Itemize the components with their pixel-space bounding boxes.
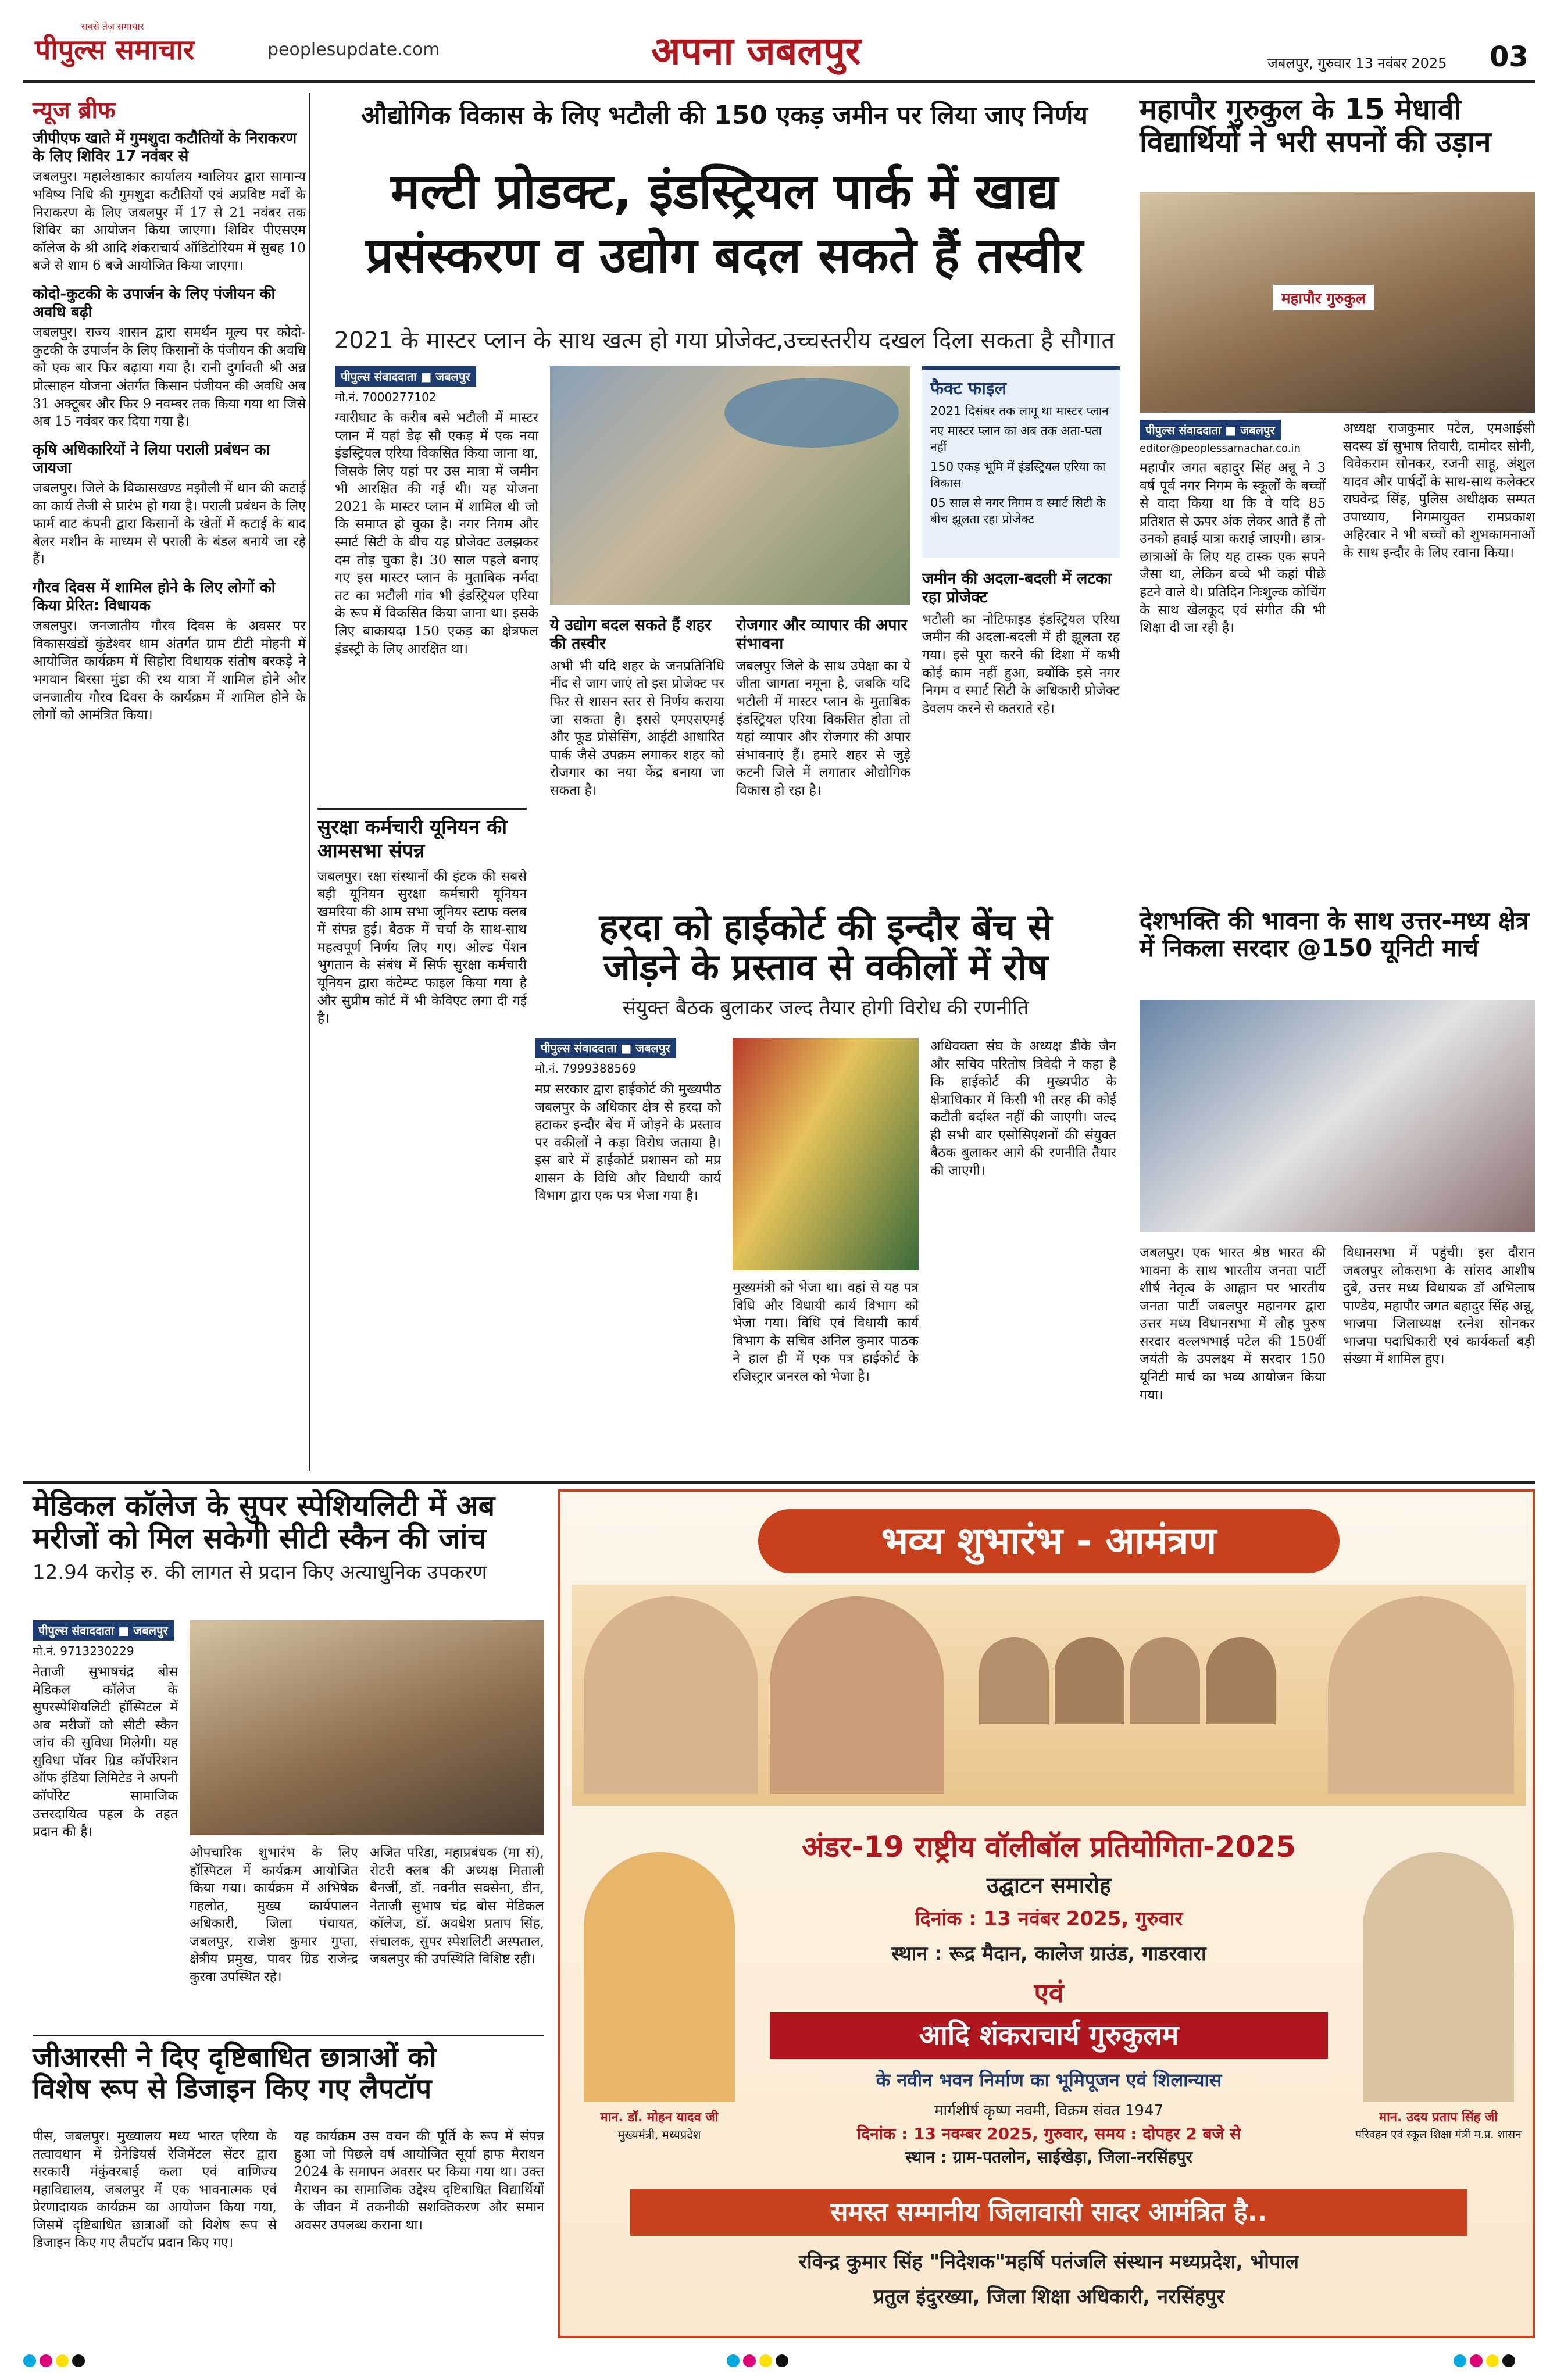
fact-item: 05 साल से नगर निगम व स्मार्ट सिटी के बीच झूलता रहा प्रोजेक्ट [930,496,1106,526]
lead-mobile: मो.नं. 7000277102 [335,390,437,404]
medical-mobile: मो.नं. 9713230229 [33,1644,134,1658]
gurukul-body-2: अध्यक्ष राजकुमार पटेल, एमआईसी सदस्य डॉ सुभाष तिवारी, दामोदर सोनी, विवेकराम सोनकर, रजनी साहू, अंशुल यादव और पार्षदों के साथ-साथ कलेक्टर राघवेन्द्र सिंह, पुलिस अधीक्षक सम्पत उपाध्याय, निगमायुक्त रामप्रकाश अहिरवार ने भी बच्चों को शुभकामनाओं के साथ इन्दौर के लिए रवाना किया। [1343,421,1535,561]
masthead [0,0,1557,87]
black-dot [1502,2354,1515,2367]
registration-marks [727,2354,792,2370]
harda-byline: पीपुल्स संवाददाता ■ जबलपुर [535,1038,676,1058]
lead-deck: 2021 के मास्टर प्लान के साथ खत्म हो गया प्रोजेक्ट,उच्चस्तरीय दखल दिला सकता है सौगात [334,327,1115,354]
medical-byline: पीपुल्स संवाददाता ■ जबलपुर [33,1620,174,1641]
lead-photo [550,366,910,605]
ad-gurukul-sub: के नवीन भवन निर्माण का भूमिपूजन एवं शिलान्यास [876,2069,1222,2091]
ad-tithi: मार्गशीर्ष कृष्ण नवमी, विक्रम संवत 1947 [934,2102,1163,2120]
laptop-right [294,2128,544,2234]
laptop-story [33,2035,544,2337]
lead-left-col [335,366,538,658]
ad-date: दिनांक : 13 नवंबर 2025, गुरुवार [915,1907,1183,1931]
medical-right [370,1844,544,1968]
ad-host1: रविन्द्र कुमार सिंह "निदेशक"महर्षि पतंजलि संस्थान मध्यप्रदेश, भोपाल [798,2250,1299,2274]
patriot-body-2: विधानसभा में पहुंची। इस दौरान जबलपुर लोकसभा के सांसद आशीष दुबे, उत्तर मध्य विधायक डॉ अभिलाष पाण्डेय, महापौर जगत बहादुर सिंह अन्नू, भाजपा जिलाध्यक्ष रत्नेश सोनकर भाजपा पदाधिकारी एवं कार्यकर्ता बड़ी संख्या में शामिल हुए। [1343,1245,1535,1367]
ad-right-portrait [1363,1852,1514,2102]
gurukul-byline: पीपुल्स संवाददाता ■ जबलपुर [1140,420,1281,440]
registration-marks [23,2354,88,2370]
gurukul-headline: महापौर गुरुकुल के 15 मेधावी विद्यार्थियों ने भरी सपनों की उड़ान [1140,92,1491,159]
fact-item: 2021 दिसंबर तक लागू था मास्टर प्लान [930,404,1109,418]
medical-headline-2: मरीजों को मिल सकेगी सीटी स्कैन की जांच [33,1521,487,1555]
medical-photo [190,1620,544,1835]
fact-file-title: फैक्ट फाइल [930,378,1007,399]
ad-host2: प्रतुल इंदुरख्या, जिला शिक्षा अधिकारी, नरसिंहपुर [873,2285,1225,2308]
security-story [317,808,527,1477]
website-link[interactable]: peoplesupdate.com [267,40,440,60]
magenta-dot [743,2354,756,2367]
portrait [1130,1637,1200,1724]
leaders-row [572,1585,1526,1806]
laptop-rule [33,2035,544,2036]
brief-body: जबलपुर। जिले के विकासखण्ड मझौली में धान की कटाई का कार्य तेजी से प्रारंभ हो गया है। पराली प्रबंधन के लिए फार्म वाट कंपनी द्वारा किसानों के खेतों में कटाई के बाद बेलर मशीन के माध्यम से पराली के बंडल बनाये जा रहे हैं। [33,481,306,567]
laptop-headline-1: जीआरसी ने दिए दृष्टिबाधित छात्राओं को [33,2041,437,2074]
ad-date2: दिनांक : 13 नवम्बर 2025, गुरुवार, समय : दोपहर 2 बजे से [856,2124,1241,2143]
gurukul-body: महापौर जगत बहादुर सिंह अन्नू ने 3 वर्ष पूर्व नगर निगम के स्कूलों के बच्चों से वादा किया था कि वे यदि 85 प्रतिशत से ऊपर अंक लेकर आते हैं तो उनको हवाई यात्रा कराई जाएगी। छात्र-छात्राओं के लिए यह टास्क एक सपने जैसा था, लेकिन बच्चे भी कहां पीछे हटने वाले थे। प्रतिदिन निःशुल्क कोचिंग के साथ खेलकूद एवं संगीत की भी शिक्षा दी जा रही है। [1140,460,1326,636]
dateline: जबलपुर, गुरुवार 13 नवंबर 2025 [1267,55,1447,72]
lead-kicker: औद्योगिक विकास के लिए भटौली की 150 एकड़ जमीन पर लिया जाए निर्णय [361,101,1088,130]
medical-body-2: औपचारिक शुभारंभ के लिए हॉस्पिटल में कार्यक्रम आयोजित किया गया। कार्यक्रम में अभिषेक गहलोत, मुख्य कार्यपालन अधिकारी, जिला पंचायत, जबलपुर, राजेश कुमार गुप्ता, क्षेत्रीय प्रमुख, पावर ग्रिड राजेन्द्र कुरवा उपस्थित रहे। [190,1845,358,1985]
newspaper-logo: पीपुल्स समाचार [35,34,195,66]
harda-body-2: अधिवक्ता संघ के अध्यक्ष डीके जैन और सचिव परितोष त्रिवेदी ने कहा है कि हाईकोर्ट की मुख्यपीठ के क्षेत्राधिकार में किसी भी तरह की कोई कटौती बर्दाश्त नहीं की जाएगी। जल्द ही सभी बार एसोसिएशनों की संयुक्त बैठक बुलाकर आगे की रणनीति तैयार की जाएगी। [930,1039,1116,1179]
harda-middle [733,1279,919,1385]
medical-headline-1: मेडिकल कॉलेज के सुपर स्पेशियलिटी में अब [33,1489,495,1523]
medical-body-1: नेताजी सुभाषचंद्र बोस मेडिकल कॉलेज के सुपरस्पेशियलिटी हॉस्पिटल में अब मरीजों को सीटी स्कैन जांच की सुविधा मिलेगी। यह सुविधा पॉवर ग्रिड कॉर्पोरेशन ऑफ इंडिया लिमिटेड ने अपनी कॉर्पोरेट सामाजिक उत्तरदायित्व पहल के तहत प्रदान की है। [33,1664,178,1840]
laptop-body-2: यह कार्यक्रम उस वचन की पूर्ति के रूप में संपन्न हुआ जो पिछले वर्ष आयोजित सूर्या हाफ मैराथन 2024 के समापन अवसर पर किया गया था। उक्त मैराथन का सामाजिक उद्देश्य दृष्टिबाधित विद्यार्थियों के जीवन में तकनीकी सशक्तिकरण और समान अवसर उपलब्ध कराना था। [294,2129,544,2233]
lead-headline-1: मल्टी प्रोडक्ट, इंडस्ट्रियल पार्क में खाद्य [391,163,1058,220]
section-title: अपना जबलपुर [651,28,861,73]
lead-sub1-body: अभी भी यदि शहर के जनप्रतिनिधि नींद से जाग जाएं तो इस प्रोजेक्ट पर फिर से शासन स्तर से निर्णय कराया जा सकता है। इससे एमएसएमई और फूड प्रोसेसिंग, आईटी आधारित पार्क जैसे उपक्रम लगाकर शहर को रोजगार का नया केंद्र बनाया जा सकता है। [550,658,724,798]
lead-body: ग्वारीघाट के करीब बसे भटौली में मास्टर प्लान में यहां डेढ़ सौ एकड़ में एक नया इंडस्ट्रियल एरिया विकसित किया जाना था, जिसके लिए यहां पर उस मात्रा में जमीन भी आरक्षित की गई थी। यह योजना 2021 के मास्टर प्लान में शामिल थी जो कि समाप्त हो चुका है। नगर निगम और स्मार्ट सिटी के बीच यह प्रोजेक्ट उलझकर दम तोड़ चुका है। 30 साल पहले बनाए गए इस मास्टर प्लान के मुताबिक नर्मदा तट का भटौली गांव भी इंडस्ट्रियल एरिया के रूप में विकसित किया जाना था। इसके लिए बाकायदा 150 एकड़ का क्षेत्रफल इंडस्ट्री के लिए आरक्षित था। [335,410,538,657]
black-dot [72,2354,85,2367]
lead-sub3-body: भटौली का नोटिफाइड इंडस्ट्रियल एरिया जमीन की अदला-बदली में ही झूलता रह गया। इसे पूरा करने की दिशा में कभी कोई काम नहीं हुआ, क्योंकि इसे नगर निगम व स्मार्ट सिटी के अधिकारी प्रोजेक्ट डेवलप करने से कतराते रहे। [922,612,1120,716]
ad-subtitle: उद्घाटन समारोह [986,1872,1112,1898]
lead-sub3 [922,570,1120,717]
gurukul-right [1343,420,1535,562]
ad-venue: स्थान : रूद्र मैदान, कालेज ग्राउंड, गाडरवारा [891,1942,1206,1966]
cyan-dot [1454,2354,1466,2367]
brief-title: कृषि अधिकारियों ने लिया पराली प्रबंधन का जायजा [33,441,270,477]
brief-item [33,441,306,569]
patriot-headline: देशभक्ति की भावना के साथ उत्तर-मध्य क्षेत्र में निकला सरदार @150 यूनिटी मार्च [1140,906,1530,963]
cyan-dot [727,2354,740,2367]
yellow-dot [56,2354,69,2367]
news-brief-label: न्यूज ब्रीफ [33,97,116,124]
security-rule [317,808,527,810]
gurukul-left [1140,420,1326,637]
lead-sub2-body: जबलपुर जिले के साथ उपेक्षा का ये जीता जागता नमूना है, जबकि यदि भटौली में मास्टर प्लान के मुताबिक इंडस्ट्रियल एरिया विकसित होता तो यहां व्यापार और रोजगार की अपार संभावनाएं हैं। हमारे शहर से जुड़े कटनी जिले में लगातार औद्योगिक विकास हो रहा है। [736,658,910,798]
lead-sub1-title: ये उद्योग बदल सकते हैं शहर की तस्वीर [550,616,712,653]
harda-body-3: मुख्यमंत्री को भेजा था। वहां से यह पत्र विधि और विधायी कार्य विभाग को भेजा गया। विधि एवं विधायी कार्य विभाग के सचिव अनिल कुमार पाठक ने हाल ही में एक पत्र हाईकोर्ट के रजिस्ट्रार जनरल को भेजा है। [733,1280,919,1384]
medical-deck: 12.94 करोड़ रु. की लागत से प्रदान किए अत्याधुनिक उपकरण [33,1561,487,1584]
masthead-rule [23,80,1535,83]
fact-file [922,366,1120,558]
lead-sub1 [550,616,724,799]
logo-tagline: सबसे तेज़ समाचार [81,21,144,32]
portrait [1206,1637,1276,1724]
brief-title: कोदो-कुटकी के उपार्जन के लिए पंजीयन की अवधि बढ़ी [33,285,276,321]
ad-right-person: मान. उदय प्रताप सिंह जी [1379,2110,1498,2125]
ad-and: एवं [1034,1977,1064,2009]
black-dot [776,2354,788,2367]
river-shape [724,378,899,448]
gurukul-photo [1140,192,1535,413]
harda-mobile: मो.नं. 7999388569 [535,1062,637,1075]
magenta-dot [1470,2354,1483,2367]
patriot-body: जबलपुर। एक भारत श्रेष्ठ भारत की भावना के साथ भारतीय जनता पार्टी शीर्ष नेतृत्व के आह्वान पर भारतीय जनता पार्टी जबलपुर महानगर द्वारा उत्तर मध्य विधानसभा में लौह पुरुष सरदार वल्लभभाई पटेल की 150वीं जयंती के उपलक्ष्य में सरदार 150 यूनिटी मार्च का भव्य आयोजन किया गया। [1140,1245,1326,1403]
laptop-body-1: पीस, जबलपुर। मुख्यालय मध्य भारत एरिया के तत्वावधान में ग्रेनेडियर्स रेजिमेंटल सेंटर द्वारा सरकारी मंकुंवरबाई कला एवं वाणिज्य महाविद्यालय, जबलपुर में एक भावनात्मक एवं प्रेरणादायक कार्यक्रम का आयोजन किया गया, जिसमें दृष्टिबाधित छात्राओं को विशेष रूप से डिजाइन किए गए लैपटॉप प्रदान किए गए। [33,2129,277,2251]
brief-body: जबलपुर। राज्य शासन द्वारा समर्थन मूल्य पर कोदो-कुटकी के उपार्जन के लिए किसानों के पंजीयन की अवधि को एक बार फिर बढ़ाया गया है। रानी दुर्गावती श्री अन्न प्रोत्साहन योजना अंतर्गत किसान पंजीयन की अवधि अब 31 अक्टूबर और फिर 9 नवम्बर तक किया गया था जिसे अब 15 नवंबर कर दिया गया है। [33,325,306,430]
ad-left-role: मुख्यमंत्री, मध्यप्रदेश [617,2128,701,2142]
laptop-headline-2: विशेष रूप से डिजाइन किए गए लैपटॉप [33,2072,432,2105]
lead-sub2-title: रोजगार और व्यापार की अपार संभावना [736,616,908,653]
brief-title: जीपीएफ खाते में गुमशुदा कटौतियों के निराकरण के लिए शिविर 17 नवंबर से [33,130,297,166]
harda-headline-1: हरदा को हाईकोर्ट की इन्दौर बेंच से [599,906,1052,948]
brief-item [33,130,306,275]
yellow-dot [1486,2354,1499,2367]
harda-photo [733,1038,919,1270]
harda-story [535,907,1116,1477]
ad-left-person: मान. डॉ. मोहन यादव जी [600,2110,719,2125]
portrait [1055,1637,1124,1724]
magenta-dot [40,2354,52,2367]
brief-item [33,579,306,724]
portrait [584,1596,758,1794]
brief-body: जबलपुर। जनजातीय गौरव दिवस के अवसर पर विकासखंडों कुंडेश्वर धाम अंतर्गत ग्राम टीटी मोहनी में आयोजित कार्यक्रम में सिहोरा विधायक संतोष बरकड़े ने भगवान बिरसा मुंडा की रथ यात्रा में शामिल होने और जनजातीय गौरव दिवस के कार्यक्रम में शामिल होने के लोगों को आमंत्रित किया। [33,619,306,723]
lead-sub2 [736,616,910,799]
portrait [770,1596,944,1794]
medical-mid [190,1844,358,1986]
harda-left [535,1038,721,1205]
lead-headline-2: प्रसंस्करण व उद्योग बदल सकते हैं तस्वीर [366,227,1083,284]
harda-headline-2: जोड़ने के प्रस्ताव से वकीलों में रोष [603,946,1048,989]
registration-marks [1454,2354,1519,2370]
portrait [979,1637,1049,1724]
lead-story [317,93,1131,878]
section-divider [23,1481,1535,1484]
security-headline: सुरक्षा कर्मचारी यूनियन की आमसभा संपन्न [317,816,508,863]
advertisement [558,1489,1535,2338]
laptop-left [33,2128,277,2252]
patriot-story [1140,907,1535,1477]
brief-item [33,285,306,431]
fact-item: नए मास्टर प्लान का अब तक अता-पता नहीं [930,424,1102,454]
gurukul-email[interactable]: editor@peoplessamachar.co.in [1140,442,1301,455]
news-brief-column [33,93,306,1488]
harda-right [930,1038,1116,1180]
ad-venue2: स्थान : ग्राम-पतलोन, साईखेड़ा, जिला-नरसिंहपुर [905,2147,1192,2167]
lead-sub3-title: जमीन की अदला-बदली में लटका रहा प्रोजेक्ट [922,570,1112,607]
medical-left [33,1620,178,1841]
patriot-photo [1140,1000,1535,1232]
page-number: 03 [1490,41,1529,73]
patriot-right [1343,1244,1535,1368]
column-divider [309,93,310,1471]
lead-byline: पीपुल्स संवाददाता ■ जबलपुर [335,366,476,387]
ad-event: अंडर-19 राष्ट्रीय वॉलीबॉल प्रतियोगिता-2025 [802,1830,1296,1864]
brief-body: जबलपुर। महालेखाकार कार्यालय ग्वालियर द्वारा सामान्य भविष्य निधि की गुमशुदा कटौतियों एवं अप्रविष्ट मदों के निराकरण के लिए जबलपुर में 17 से 21 नवंबर तक शिविर का आयोजन किया जाएगा। शिविर पीएसएम कॉलेज के श्री आदि शंकराचार्य ऑडिटोरियम में सुबह 10 बजे से शाम 6 बजे आयोजित किया जाएगा। [33,169,306,274]
ad-left-portrait [584,1852,735,2102]
yellow-dot [759,2354,772,2367]
ad-banner: भव्य शुभारंभ - आमंत्रण [758,1509,1340,1573]
patriot-left [1140,1244,1326,1404]
harda-body-1: मप्र सरकार द्वारा हाईकोर्ट की मुख्यपीठ जबलपुर के अधिकार क्षेत्र से हरदा को हटाकर इन्दौर बेंच में जोड़ने के प्रस्ताव पर वकीलों ने कड़ा विरोध जताया है। इस बारे में हाईकोर्ट प्रशासन को मप्र शासन के विधि और विधायी कार्य विभाग द्वारा एक पत्र भेजा गया है। [535,1082,721,1204]
brief-title: गौरव दिवस में शामिल होने के लिए लोगों को किया प्रेरित: विधायक [33,578,276,615]
ad-invite: समस्त सम्मानीय जिलावासी सादर आमंत्रित है.. [630,2189,1467,2236]
medical-story [33,1489,544,2071]
gurukul-banner: महापौर गुरुकुल [1273,285,1374,310]
security-body: जबलपुर। रक्षा संस्थानों की इंटक की सबसे बड़ी यूनियन सुरक्षा कर्मचारी यूनियन खमरिया की आम सभा जूनियर स्टाफ क्लब में संपन्न हुई। बैठक में चर्चा के साथ-साथ महत्वपूर्ण निर्णय लिए गए। ओल्ड पेंशन भुगतान के संबंध में सिर्फ सुरक्षा कर्मचारी यूनियन द्वारा कंटेम्प्ट फाइल किया गया है और सुप्रीम कोर्ट में भी केविएट लगा दी गई है। [317,869,527,1027]
ad-right-role: परिवहन एवं स्कूल शिक्षा मंत्री म.प्र. शासन [1355,2128,1522,2141]
ad-gurukul: आदि शंकराचार्य गुरुकुलम [770,2012,1328,2059]
harda-deck: संयुक्त बैठक बुलाकर जल्द तैयार होगी विरोध की रणनीति [622,996,1029,1020]
portrait [1328,1596,1514,1794]
cyan-dot [23,2354,36,2367]
gurukul-story [1140,93,1535,878]
fact-item: 150 एकड़ भूमि में इंडस्ट्रियल एरिया का विकास [930,460,1106,490]
medical-body-3: अजित परिडा, महाप्रबंधक (मा सं), रोटरी क्लब की अध्यक्ष मिताली बैनर्जी, डॉ. नवनीत सक्सेना, डीन, नेताजी सुभाष चंद्र बोस मेडिकल कॉलेज, डॉ. अवधेश प्रताप सिंह, संचालक, सुपर स्पेशलिटी अस्पताल, जबलपुर की उपस्थिति विशिष्ट रही। [370,1845,544,1967]
